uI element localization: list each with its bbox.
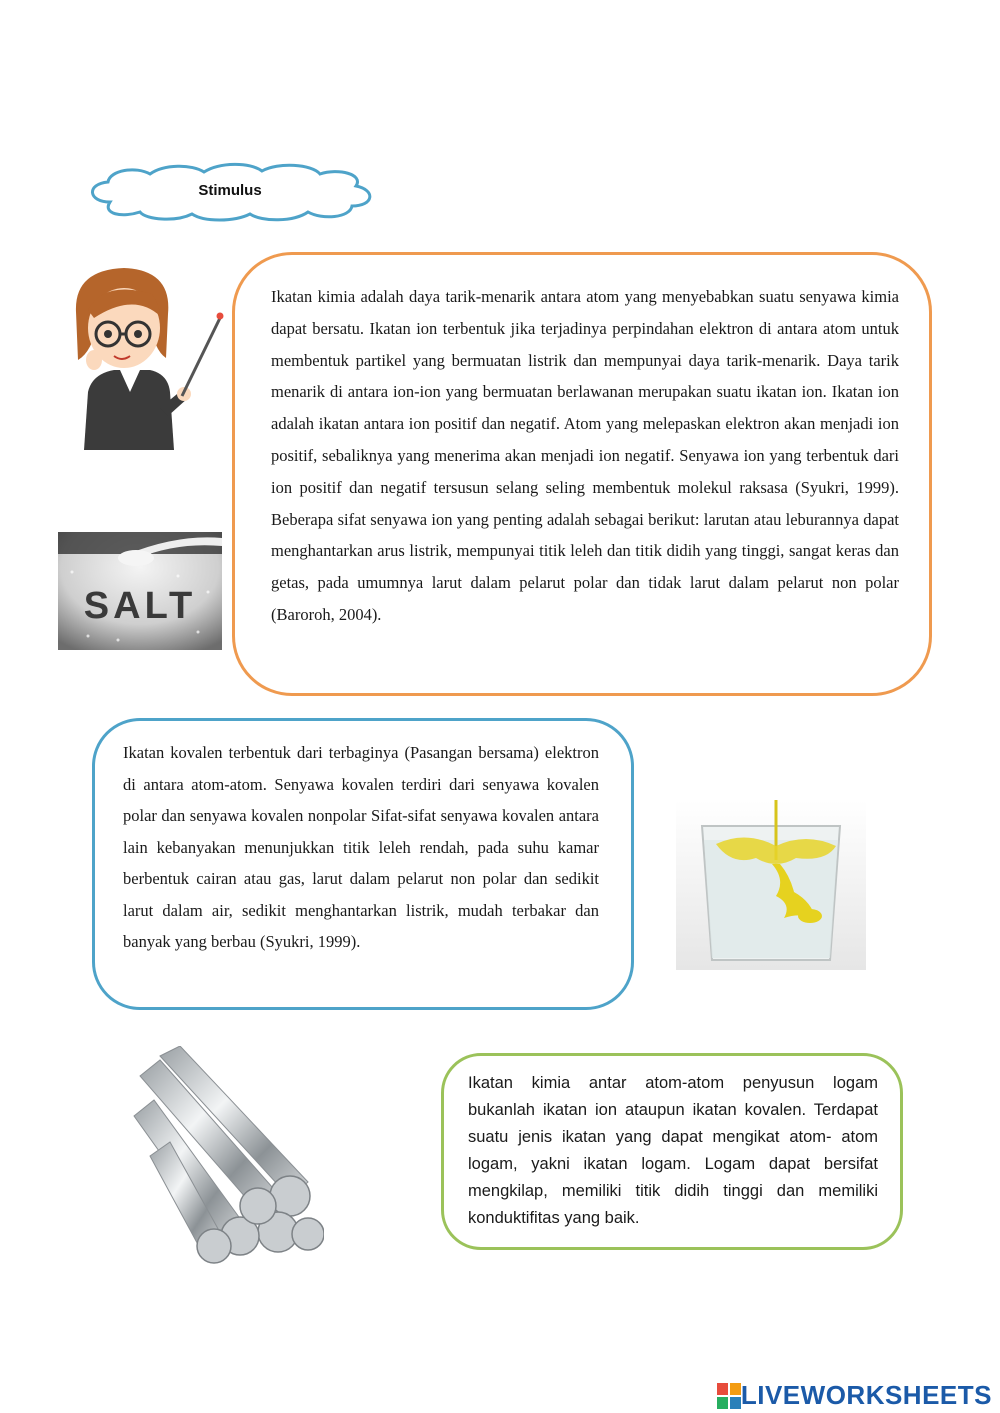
metallic-bond-text: Ikatan kimia antar atom-atom penyusun logam bukanlah ikatan ion ataupun ikatan kovalen. Terdapat suatu jenis ikatan yang dapat mengikat atom- atom logam, yakni ikatan logam. Logam dapat bersifat mengkilap, memiliki titik didih tinggi dan memiliki konduktifitas yang baik. xyxy=(468,1074,878,1227)
salt-text: SALT xyxy=(83,585,197,627)
ionic-bond-box xyxy=(232,252,932,696)
metallic-bond-box xyxy=(441,1053,903,1250)
liveworksheets-logo-text: LIVEWORKSHEETS xyxy=(740,1380,992,1410)
oil-water-photo xyxy=(676,800,866,970)
covalent-bond-box xyxy=(92,718,634,1010)
ionic-bond-text: Ikatan kimia adalah daya tarik-menarik antara atom yang menyebabkan suatu senyawa kimia dapat bersatu. Ikatan ion terbentuk jika terjadinya perpindahan elektron di antara atom untuk membentuk partikel yang bermuatan listrik dan mempunyai daya tarik-menarik. Daya tarik menarik di antara ion-ion yang bermuatan berlawanan merupakan suatu ikatan ion. Ikatan ion adalah ikatan antara ion positif dan negatif. Atom yang melepaskan elektron akan menjadi ion positif, sebaliknya yang menerima akan menjadi ion negatif. Senyawa ion yang terbentuk dari ion positif dan negatif tersusun selang seling membentuk molekul raksasa (Syukri, 1999). Beberapa sifat senyawa ion yang penting adalah sebagai berikut: larutan atau leburannya dapat menghantarkan arus listrik, mempunyai titik leleh dan titik didih yang tinggi, sangat keras dan getas, pada umumnya larut dalam pelarut polar dan tidak larut dalam pelarut non polar (Baroroh, 2004). xyxy=(271,287,899,624)
covalent-bond-text: Ikatan kovalen terbentuk dari terbaginya (Pasangan bersama) elektron di antara atom-atom. Senyawa kovalen terdiri dari senyawa kovalen polar dan senyawa kovalen nonpolar Sifat-sifat senyawa kovalen antara lain kebanyakan menunjukkan titik leleh rendah, pada suhu kamar berbentuk cairan atau gas, larut dalam pelarut non polar dan sedikit larut dalam air, sedikit menghantarkan listrik, mudah terbakar dan banyak yang berbau (Syukri, 1999). xyxy=(123,743,599,951)
salt-photo xyxy=(58,532,222,650)
teacher-illustration xyxy=(64,262,228,454)
liveworksheets-logo xyxy=(717,1380,992,1411)
liveworksheets-logo-icon xyxy=(717,1383,741,1409)
metal-rods-photo xyxy=(130,1046,324,1268)
stimulus-label: Stimulus xyxy=(198,182,262,199)
